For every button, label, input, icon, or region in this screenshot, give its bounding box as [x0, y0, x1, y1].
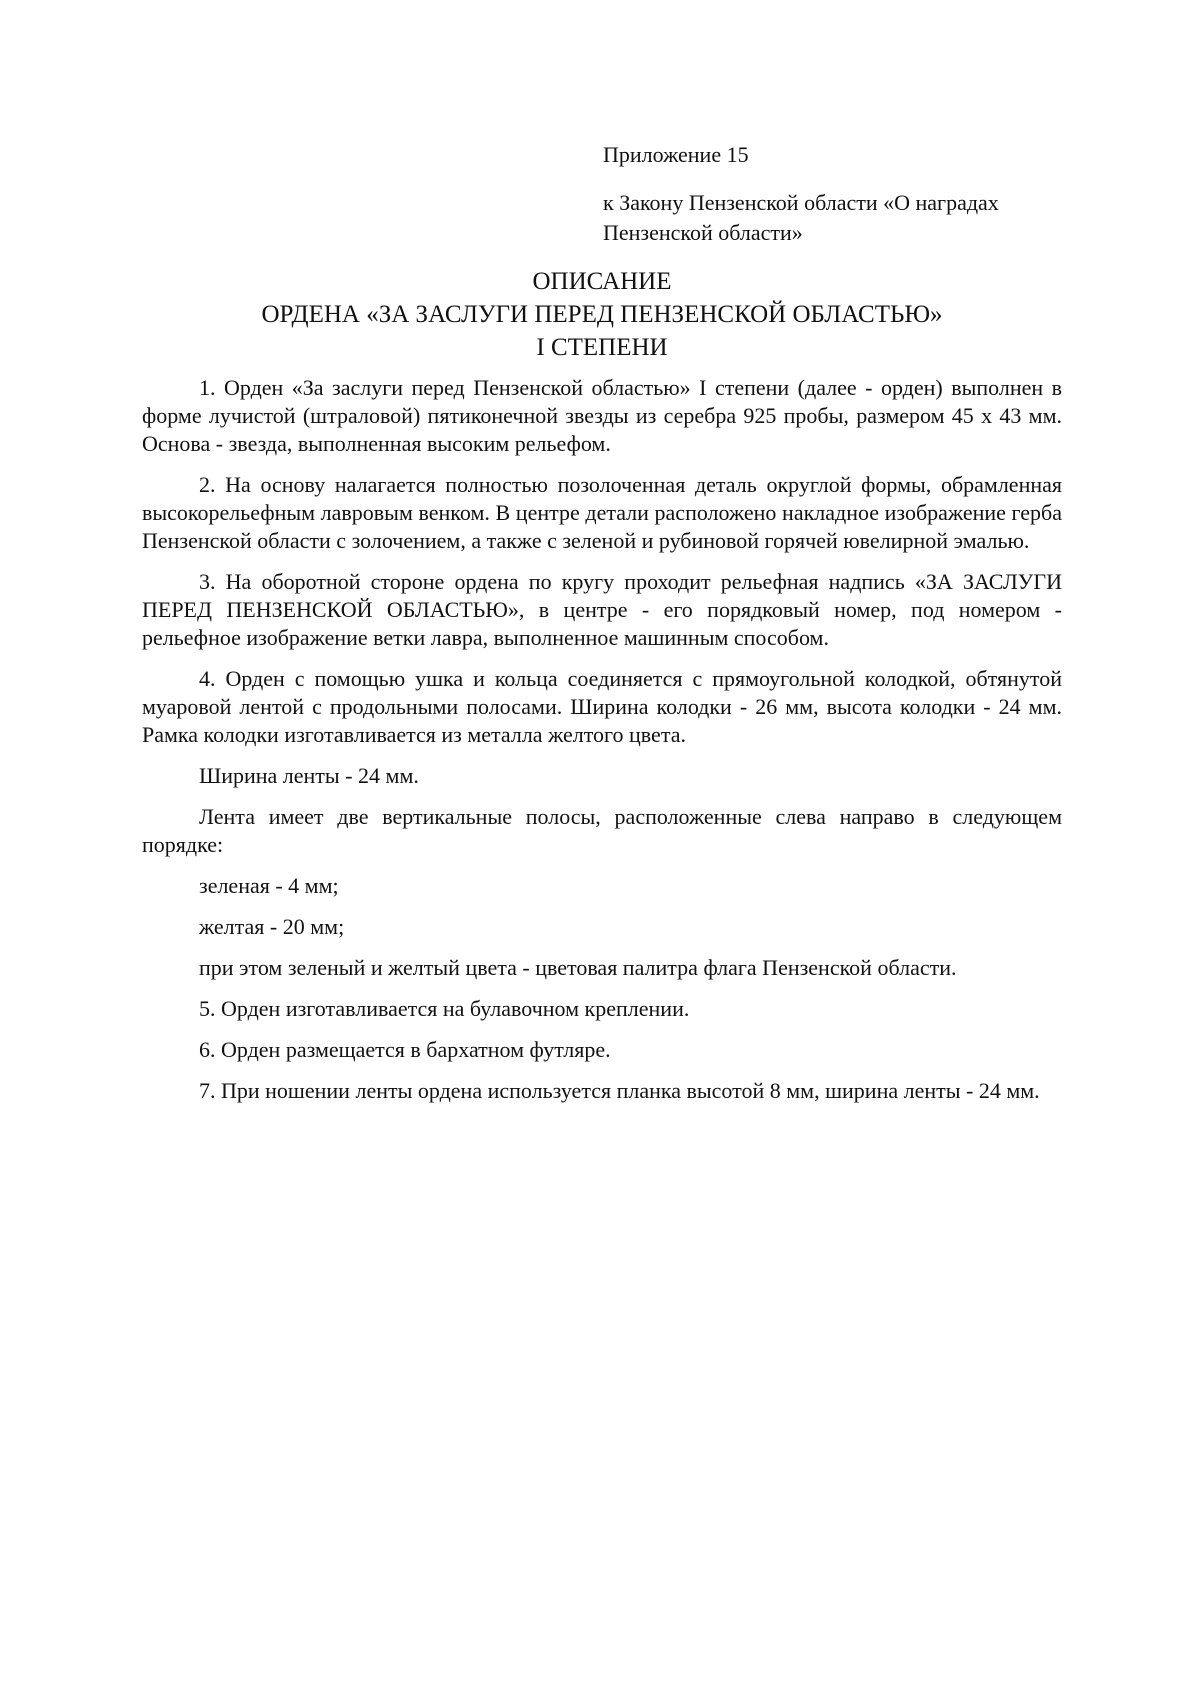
title-line-2: ОРДЕНА «ЗА ЗАСЛУГИ ПЕРЕД ПЕНЗЕНСКОЙ ОБЛАСТЬЮ»: [261, 301, 943, 328]
paragraph-2: 2. На основу налагается полностью позолоченная деталь округлой формы, обрамленная высокорельефным лавровым венком. В центре детали расположено накладное изображение герба Пензенской области с золочением, а также с зеленой и рубиновой горячей ювелирной эмалью.: [142, 472, 1062, 553]
title-line-3: I СТЕПЕНИ: [536, 334, 668, 361]
appendix-reference-line2: Пензенской области»: [603, 220, 803, 245]
appendix-reference: [603, 188, 1083, 248]
paragraph-4: 4. Орден с помощью ушка и кольца соединяется с прямоугольной колодкой, обтянутой муаровой лентой с продольными полосами. Ширина колодки - 26 мм, высота колодки - 24 мм. Рамка колодки изготавливается из металла желтого цвета.: [142, 666, 1062, 747]
document-body: [142, 374, 1062, 1118]
paragraph-3: 3. На оборотной стороне ордена по кругу проходит рельефная надпись «ЗА ЗАСЛУГИ ПЕРЕД ПЕНЗЕНСКОЙ ОБЛАСТЬЮ», в центре - его порядковый номер, под номером - рельефное изображение ветки лавра, выполненное машинным способом.: [142, 569, 1062, 650]
paragraph-7: 7. При ношении ленты ордена используется планка высотой 8 мм, ширина ленты - 24 мм.: [199, 1078, 1040, 1103]
paragraph-ribbon-width: Ширина ленты - 24 мм.: [199, 763, 419, 788]
paragraph-stripe-yellow: желтая - 20 мм;: [199, 914, 345, 939]
paragraph-1: 1. Орден «За заслуги перед Пензенской областью» I степени (далее - орден) выполнен в форме лучистой (штраловой) пятиконечной звезды из серебра 925 пробы, размером 45 х 43 мм. Основа - звезда, выполненная высоким рельефом.: [142, 375, 1062, 456]
paragraph-6: 6. Орден размещается в бархатном футляре.: [199, 1037, 611, 1062]
appendix-number: Приложение 15: [603, 142, 749, 167]
paragraph-stripe-green: зеленая - 4 мм;: [199, 873, 339, 898]
paragraph-ribbon-stripes: Лента имеет две вертикальные полосы, расположенные слева направо в следующем порядке:: [142, 804, 1062, 857]
paragraph-5: 5. Орден изготавливается на булавочном креплении.: [199, 996, 690, 1021]
appendix-reference-line1: к Закону Пензенской области «О наградах: [603, 190, 999, 215]
title-line-1: ОПИСАНИЕ: [532, 268, 672, 295]
paragraph-flag-palette: при этом зеленый и желтый цвета - цветовая палитра флага Пензенской области.: [199, 955, 957, 980]
document-title: [142, 265, 1062, 364]
